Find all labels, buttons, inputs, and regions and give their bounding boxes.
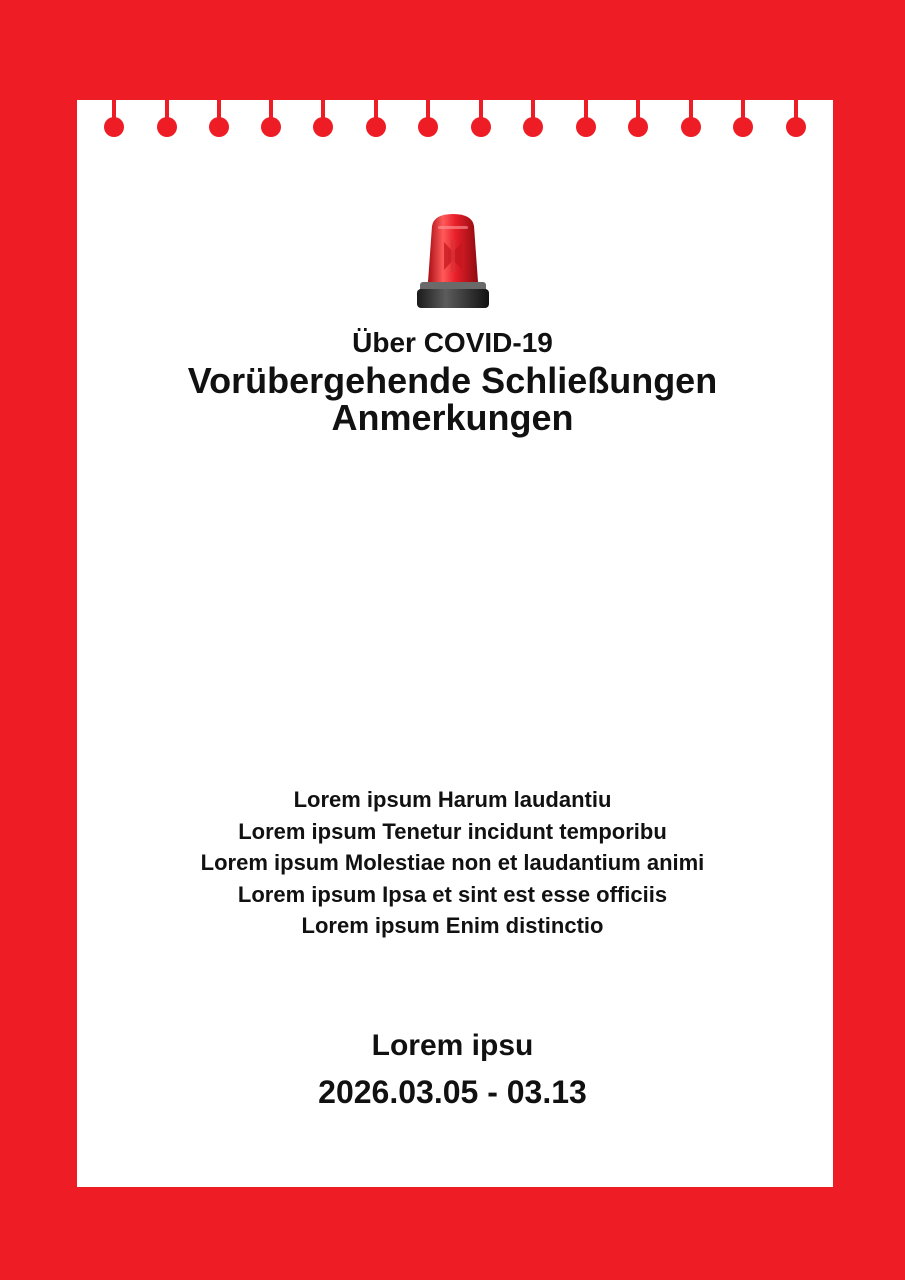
binding-ring <box>733 100 753 137</box>
page-title <box>0 362 905 436</box>
footer-label: Lorem ipsu <box>371 1029 534 1062</box>
binding-ring <box>681 100 701 137</box>
binding-ring <box>576 100 596 137</box>
binding-ring <box>209 100 229 137</box>
notice-body <box>0 784 905 942</box>
binding-ring <box>261 100 281 137</box>
title-line: Anmerkungen <box>331 397 574 438</box>
date-range: 2026.03.05 - 03.13 <box>318 1074 587 1110</box>
body-line: Lorem ipsum Tenetur incidunt temporibu <box>238 818 667 844</box>
subtitle: Über COVID-19 <box>352 327 553 358</box>
title-line: Vorübergehende Schließungen <box>187 360 718 401</box>
binding-ring <box>366 100 386 137</box>
binding-ring <box>471 100 491 137</box>
binding-ring <box>418 100 438 137</box>
binding-ring <box>313 100 333 137</box>
binding-ring <box>104 100 124 137</box>
binding-ring <box>628 100 648 137</box>
body-line: Lorem ipsum Enim distinctio <box>301 913 604 938</box>
body-line: Lorem ipsum Harum laudantiu <box>293 787 612 812</box>
binding-ring <box>523 100 543 137</box>
siren-icon <box>414 212 492 310</box>
binding-ring <box>157 100 177 137</box>
body-line: Lorem ipsum Molestiae non et laudantium animi <box>200 850 705 875</box>
binding-ring <box>786 100 806 137</box>
body-line: Lorem ipsum Ipsa et sint est esse officiis <box>237 881 668 907</box>
